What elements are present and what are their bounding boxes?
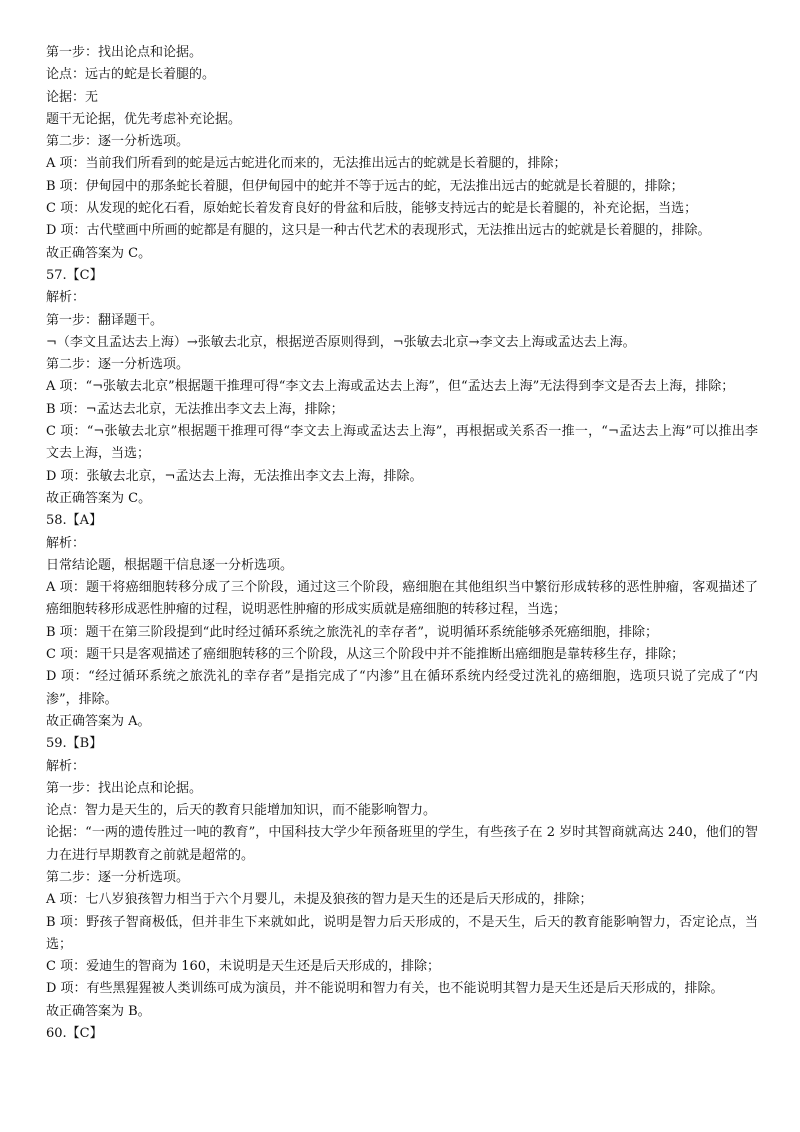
text-line: C 项：爱迪生的智商为 160，未说明是天生还是后天形成的，排除；: [46, 959, 441, 975]
text-line: 日常结论题，根据题干信息逐一分析选项。: [46, 557, 294, 573]
text-line: 第一步：找出论点和论据。: [46, 780, 203, 796]
text-line: 第一步：找出论点和论据。: [46, 45, 203, 60]
text-line: D 项：“经过循环系统之旅洗礼的幸存者”是指完成了“内渗”且在循环系统内经受过洗礼的癌细胞，选项只说了完成了“内渗”，排除。: [46, 669, 758, 707]
text-line: B 项：伊甸园中的那条蛇长着腿，但伊甸园中的蛇并不等于远古的蛇，无法推出远古的蛇就是长着腿的，排除；: [46, 178, 684, 194]
question-number: 60.【C】: [46, 1026, 103, 1042]
text-line: A 项：题干将癌细胞转移分成了三个阶段，通过这三个阶段，癌细胞在其他组织当中繁衍形成转移的恶性肿瘤，客观描述了癌细胞转移形成恶性肿瘤的过程，说明恶性肿瘤的形成实质就是癌细胞的转移过程，当选；: [46, 580, 758, 618]
answer-line: 故正确答案为 B。: [46, 1003, 151, 1019]
text-line: 论据：“一两的遗传胜过一吨的教育”，中国科技大学少年预备班里的学生，有些孩子在 2 岁时其智商就高达 240，他们的智力在进行早期教育之前就是超常的。: [46, 825, 758, 863]
answer-line: 故正确答案为 C。: [46, 245, 152, 261]
answer-line: 故正确答案为 C。: [46, 490, 152, 506]
document-page: [46, 42, 758, 1045]
text-line: B 项：题干在第三阶段提到“此时经过循环系统之旅洗礼的幸存者”，说明循环系统能够杀死癌细胞，排除；: [46, 624, 658, 640]
question-number: 59.【B】: [46, 736, 103, 752]
text-line: C 项：从发现的蛇化石看，原始蛇长着发育良好的骨盆和后肢，能够支持远古的蛇是长着腿的，补充论据，当选；: [46, 201, 698, 217]
analysis-heading: 解析：: [46, 290, 86, 306]
text-line: 第二步：逐一分析选项。: [46, 869, 190, 885]
text-line: A 项：“¬张敏去北京”根据题干推理可得“李文去上海或孟达去上海”，但“孟达去上海”无法得到李文是否去上海，排除；: [46, 379, 735, 395]
question-number: 57.【C】: [46, 267, 103, 283]
text-line: C 项：“¬张敏去北京”根据题干推理可得“李文去上海或孟达去上海”，再根据或关系否一推一，“¬孟达去上海”可以推出李文去上海，当选；: [46, 424, 758, 462]
text-line: B 项：¬孟达去北京，无法推出李文去上海，排除；: [46, 401, 344, 417]
text-line: D 项：古代壁画中所画的蛇都是有腿的，这只是一种古代艺术的表现形式，无法推出远古的蛇就是长着腿的，排除。: [46, 223, 711, 239]
text-line: 第一步：翻译题干。: [46, 312, 164, 328]
text-line: 第二步：逐一分析选项。: [46, 134, 190, 150]
text-line: D 项：张敏去北京，¬孟达去上海，无法推出李文去上海，排除。: [46, 468, 423, 484]
text-line: 论点：智力是天生的，后天的教育只能增加知识，而不能影响智力。: [46, 803, 437, 819]
text-line: 题干无论据，优先考虑补充论据。: [46, 111, 242, 127]
text-line: A 项：当前我们所看到的蛇是远古蛇进化而来的，无法推出远古的蛇就是长着腿的，排除；: [46, 156, 567, 172]
analysis-heading: 解析：: [46, 535, 86, 551]
text-line: 论据：无: [46, 89, 99, 105]
question-number: 58.【A】: [46, 513, 103, 529]
analysis-heading: 解析：: [46, 758, 86, 774]
text-line: 论点：远古的蛇是长着腿的。: [46, 67, 216, 83]
answer-line: 故正确答案为 A。: [46, 713, 151, 729]
text-line: C 项：题干只是客观描述了癌细胞转移的三个阶段，从这三个阶段中并不能推断出癌细胞是靠转移生存，排除；: [46, 647, 685, 663]
text-line: ¬（李文且孟达去上海）→张敏去北京，根据逆否原则得到，¬张敏去北京→李文去上海或孟达去上海。: [46, 334, 636, 350]
text-line: B 项：野孩子智商极低，但并非生下来就如此，说明是智力后天形成的，不是天生，后天的教育能影响智力，否定论点，当选；: [46, 914, 758, 952]
text-line: 第二步：逐一分析选项。: [46, 357, 190, 373]
text-line: D 项：有些黑猩猩被人类训练可成为演员，并不能说明和智力有关，也不能说明其智力是天生还是后天形成的，排除。: [46, 981, 724, 997]
text-line: A 项：七八岁狼孩智力相当于六个月婴儿，未提及狼孩的智力是天生的还是后天形成的，排除；: [46, 892, 593, 908]
